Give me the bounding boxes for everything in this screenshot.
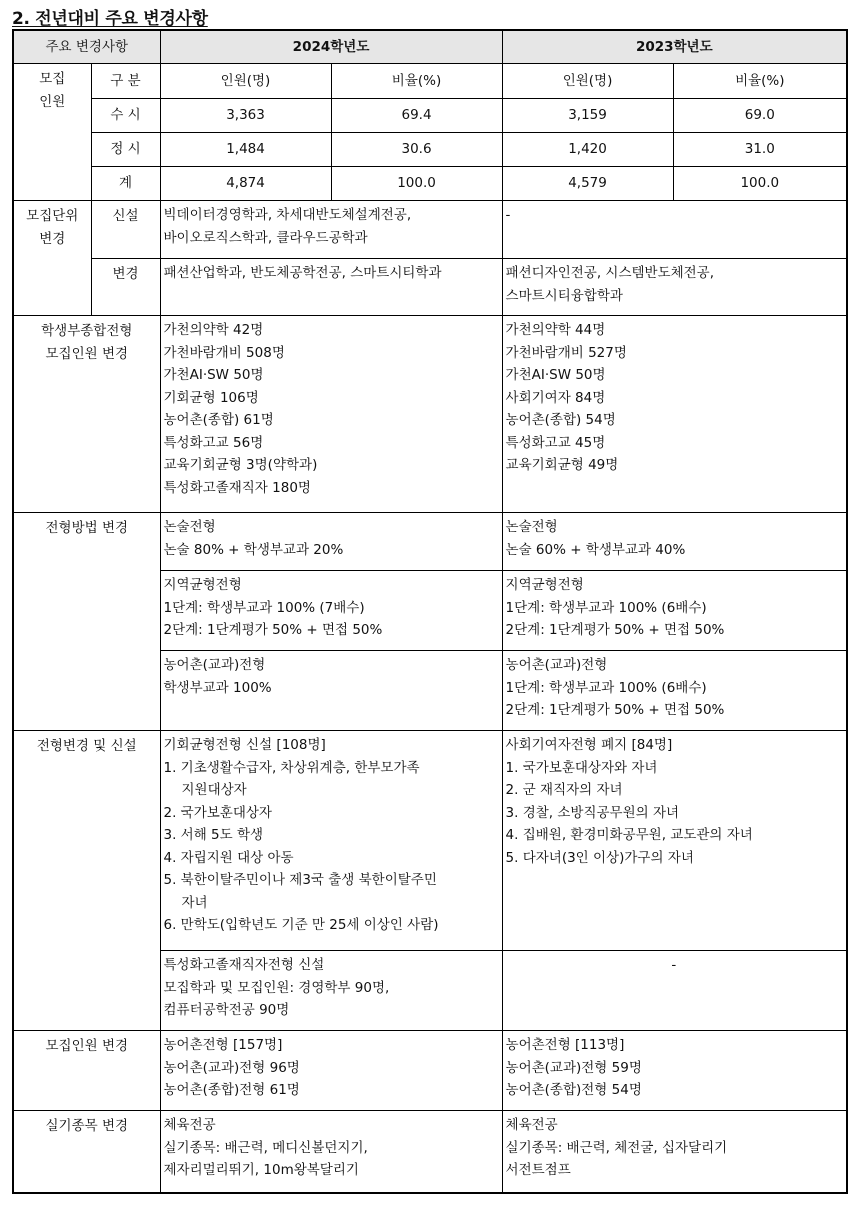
section-title: 2. 전년대비 주요 변경사항 <box>12 9 208 29</box>
header-changes: 주요 변경사항 <box>13 30 160 64</box>
col-ratio-2023: 비율(%) <box>673 64 847 99</box>
unit-new-2023: - <box>502 201 847 259</box>
cell-value: 100.0 <box>673 167 847 201</box>
row-label: 정 시 <box>91 133 160 167</box>
col-ratio-2024: 비율(%) <box>331 64 502 99</box>
method-essay-2023: 논술전형 논술 60% + 학생부교과 40% <box>502 513 847 571</box>
unit-changed-label: 변경 <box>91 259 160 316</box>
cell-value: 4,874 <box>160 167 331 201</box>
practical-change-2024: 체육전공 실기종목: 배근력, 메디신볼던지기, 제자리멀리뛰기, 10m왕복달리기 <box>160 1111 502 1193</box>
row-label: 계 <box>91 167 160 201</box>
method-rural-2023: 농어촌(교과)전형 1단계: 학생부교과 100% (6배수) 2단계: 1단계평가 50% + 면접 50% <box>502 651 847 731</box>
quota-change-label: 모집인원 변경 <box>13 1031 160 1111</box>
table-header-row <box>13 30 847 64</box>
quota-change-2024: 농어촌전형 [157명] 농어촌(교과)전형 96명 농어촌(종합)전형 61명 <box>160 1031 502 1111</box>
header-2024: 2024학년도 <box>160 30 502 64</box>
method-change-label: 전형방법 변경 <box>13 513 160 731</box>
type-change-2023-social: 사회기여자전형 폐지 [84명] 1. 국가보훈대상자와 자녀 2. 군 재직자의 자녀 3. 경찰, 소방직공무원의 자녀 4. 집배원, 환경미화공무원, 교도관의 자녀 5. 다자녀(3인 이상)가구의 자녀 <box>502 731 847 951</box>
practical-change-2023: 체육전공 실기종목: 배근력, 체전굴, 십자달리기 서전트점프 <box>502 1111 847 1193</box>
unit-change-label: 모집단위 변경 <box>13 201 91 316</box>
cell-value: 30.6 <box>331 133 502 167</box>
header-2023: 2023학년도 <box>502 30 847 64</box>
unit-new-2024: 빅데이터경영학과, 차세대반도체설계전공, 바이오로직스학과, 클라우드공학과 <box>160 201 502 259</box>
cell-value: 69.0 <box>673 99 847 133</box>
table-row <box>13 99 847 133</box>
comprehensive-2024: 가천의약학 42명 가천바람개비 508명 가천AI·SW 50명 기회균형 106명 농어촌(종합) 61명 특성화고교 56명 교육기회균형 3명(약학과) 특성화고졸재직자 180명 <box>160 316 502 513</box>
table-row <box>13 133 847 167</box>
method-regional-2023: 지역균형전형 1단계: 학생부교과 100% (6배수) 2단계: 1단계평가 50% + 면접 50% <box>502 571 847 651</box>
method-regional-2024: 지역균형전형 1단계: 학생부교과 100% (7배수) 2단계: 1단계평가 50% + 면접 50% <box>160 571 502 651</box>
practical-change-label: 실기종목 변경 <box>13 1111 160 1193</box>
row-label: 수 시 <box>91 99 160 133</box>
unit-changed-2024: 패션산업학과, 반도체공학전공, 스마트시티학과 <box>160 259 502 316</box>
practical-change-row <box>13 1111 847 1193</box>
type-change-label: 전형변경 및 신설 <box>13 731 160 1031</box>
cell-value: 69.4 <box>331 99 502 133</box>
cell-value: 31.0 <box>673 133 847 167</box>
cell-value: 3,159 <box>502 99 673 133</box>
sub-header-category: 구 분 <box>91 64 160 99</box>
comprehensive-2023: 가천의약학 44명 가천바람개비 527명 가천AI·SW 50명 사회기여자 84명 농어촌(종합) 54명 특성화고교 45명 교육기회균형 49명 <box>502 316 847 513</box>
unit-changed-2023: 패션디자인전공, 시스템반도체전공, 스마트시티융합학과 <box>502 259 847 316</box>
unit-changed-row <box>13 259 847 316</box>
cell-value: 1,420 <box>502 133 673 167</box>
type-change-2024-opportunity: 기회균형전형 신설 [108명] 1. 기초생활수급자, 차상위계층, 한부모가족 지원대상자 2. 국가보훈대상자 3. 서해 5도 학생 4. 자립지원 대상 아동 5. 북한이탈주민이나 제3국 출생 북한이탈주민 자녀 6. 만학도(입학년도 기준 만 25세 이상인 사람) <box>160 731 502 951</box>
cell-value: 3,363 <box>160 99 331 133</box>
recruit-label: 모집 인원 <box>13 64 91 201</box>
cell-value: 4,579 <box>502 167 673 201</box>
method-essay-2024: 논술전형 논술 80% + 학생부교과 20% <box>160 513 502 571</box>
comprehensive-label: 학생부종합전형 모집인원 변경 <box>13 316 160 513</box>
col-count-2024: 인원(명) <box>160 64 331 99</box>
table-row-total <box>13 167 847 201</box>
method-rural-2024: 농어촌(교과)전형 학생부교과 100% <box>160 651 502 731</box>
method-row-essay <box>13 513 847 571</box>
unit-new-label: 신설 <box>91 201 160 259</box>
recruit-subheader-row <box>13 64 847 99</box>
quota-change-row <box>13 1031 847 1111</box>
unit-new-row <box>13 201 847 259</box>
col-count-2023: 인원(명) <box>502 64 673 99</box>
changes-table <box>12 29 848 1194</box>
type-change-2023-empty: - <box>502 951 847 1031</box>
type-change-2024-vocational: 특성화고졸재직자전형 신설 모집학과 및 모집인원: 경영학부 90명, 컴퓨터공학전공 90명 <box>160 951 502 1031</box>
quota-change-2023: 농어촌전형 [113명] 농어촌(교과)전형 59명 농어촌(종합)전형 54명 <box>502 1031 847 1111</box>
type-change-row-1 <box>13 731 847 951</box>
comprehensive-row <box>13 316 847 513</box>
cell-value: 1,484 <box>160 133 331 167</box>
cell-value: 100.0 <box>331 167 502 201</box>
